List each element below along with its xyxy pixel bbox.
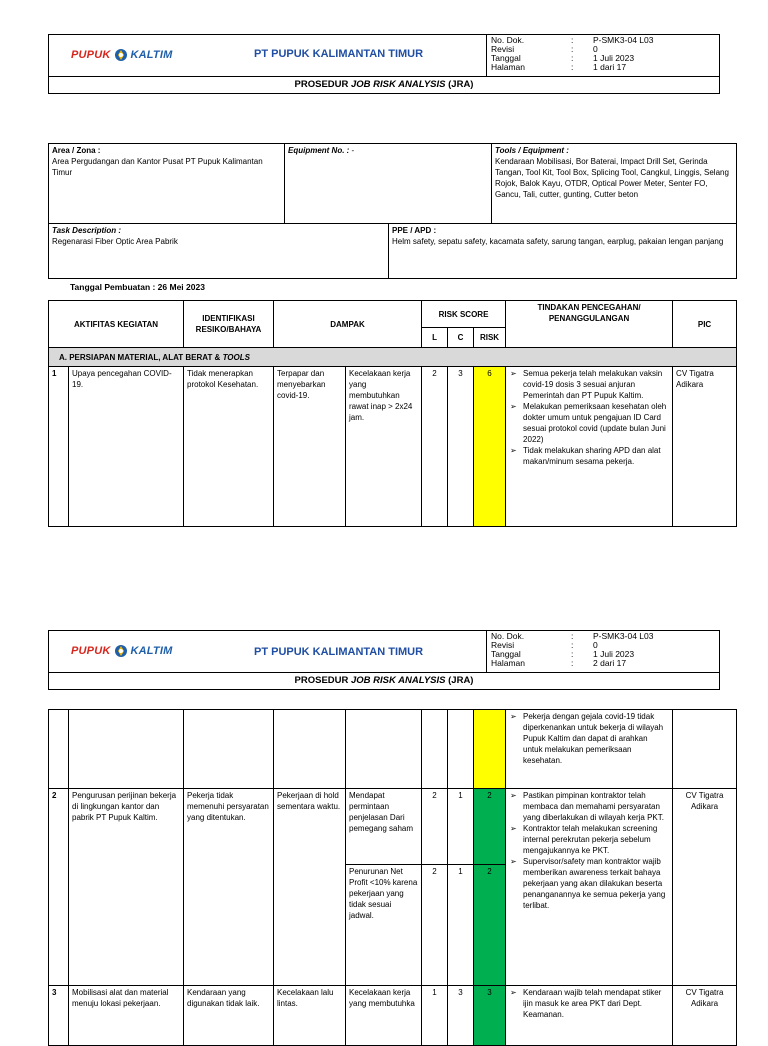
action-list: ➢ Kendaraan wajib telah mendapat stiker ijin masuk ke area PKT dari Dept. Keamanan. <box>506 986 673 1046</box>
header-impact: DAMPAK <box>274 301 422 348</box>
company-logo: PUPUK KALTIM <box>71 645 173 657</box>
header-c: C <box>448 328 474 348</box>
risk-level-cell: 2 <box>474 865 506 986</box>
risk-level-cell: 3 <box>474 986 506 1046</box>
table-row: 2 Pengurusan perijinan bekerja di lingkungan kantor dan pabrik PT Pupuk Kaltim. Pekerja tidak memenuhi persyaratan yang ditentukan. Pekerjaan di hold sementara waktu. Mendapat permintaan penjelasan Dari pemegang saham 2 1 2 ➢ Pastikan pimpinan kontraktor telah membaca dan memahami persyaratan yang diberlakukan di wilayah kerja PKT. ➢ Kontraktor telah melakukan screening internal perekrutan pekerja sebelum mengajukannya ke PKT. ➢ Supervisor/safety man kontraktor wajib memberikan awareness terkait bahaya pekerjaan yang akan dilakukan beserta penanganannya ke semua pekerja yang terlibat. CV Tigatra Adikara <box>49 789 737 865</box>
risk-table-page-2: ➢ Pekerja dengan gejala covid-19 tidak diperkenankan untuk bekerja di wilayah Pupuk Kaltim dan dapat di arahkan untuk melakukan pemeriksaan kesehatan. 2 Pengurusan perijinan bekerja di lingkungan kantor dan pabrik PT Pupuk Kaltim. Pekerja tidak memenuhi persyaratan yang ditentukan. Pekerjaan di hold sementara waktu. Mendapat permintaan penjelasan Dari pemegang saham 2 1 2 ➢ Pastikan pimpinan kontraktor telah membaca dan memahami persyaratan yang diberlakukan di wilayah kerja PKT. ➢ Kontraktor telah melakukan screening internal perekrutan pekerja sebelum mengajukannya ke PKT. ➢ Supervisor/safety man kontraktor wajib memberikan awareness terkait bahaya pekerjaan yang akan dilakukan beserta penanganannya ke semua pekerja yang terlibat. CV Tigatra Adikara Penurunan Net Profit <10% karena pekerjaan yang tidak sesuai jadwal. 2 1 2 3 Mobilisasi alat dan material menuju lokasi pekerjaan. Kendaraan yang digunakan tidak laik. Kecelakaan lalu lintas. Kecelakaan kerja yang membutuhka 1 3 3 ➢ Kendaraan wajib telah mendapat stiker ijin masuk ke area PKT dari Dept. Keamanan. CV Tigatra Adikara <box>48 709 737 1046</box>
company-name: PT PUPUK KALIMANTAN TIMUR <box>254 48 424 60</box>
header-risk-score: RISK SCORE <box>422 301 506 328</box>
action-list: ➢ Semua pekerja telah melakukan vaksin covid-19 dosis 3 sesuai anjuran Pemerintah dan PT Pupuk Kaltim. ➢ Melakukan pemeriksaan kesehatan oleh dokter umum untuk pengajuan ID Card sesuai protokol covid (update bulan Juni 2022) ➢ Tidak melakukan sharing APD dan alat makan/minum sesama pekerja. <box>506 367 673 527</box>
creation-date: Tanggal Pembuatan : 26 Mei 2023 <box>70 282 205 292</box>
document-title: PROSEDUR JOB RISK ANALYSIS (JRA) <box>48 673 720 690</box>
header-hazard: IDENTIFIKASI RESIKO/BAHAYA <box>184 301 274 348</box>
table-row <box>49 710 737 789</box>
risk-level-cell: 2 <box>474 789 506 865</box>
logo-icon <box>114 644 128 658</box>
area-cell: Area / Zona : Area Pergudangan dan Kantor Pusat PT Pupuk Kalimantan Timur <box>49 144 285 224</box>
logo-icon <box>114 48 128 62</box>
document-info: No. Dok. : P-SMK3-04 L03 Revisi : 0 Tanggal : 1 Juli 2023 Halaman : 2 dari 17 <box>486 631 720 672</box>
ppe-cell: PPE / APD : Helm safety, sepatu safety, kacamata safety, sarung tangan, earplug, pakaian lengan panjang <box>389 224 737 279</box>
tools-cell: Tools / Equipment : Kendaraan Mobilisasi, Bor Baterai, Impact Drill Set, Gerinda Tangan, Tool Kit, Tool Box, Splicing Tool, Cangkul, Linggis, Selang Rojok, Balok Kayu, OTDR, Optical Power Meter, Senter FO, Gancu, Tali, cutter, gunting, Cutter beton <box>492 144 737 224</box>
page-header-2 <box>48 630 720 690</box>
header-pic: PIC <box>673 301 737 348</box>
document-title: PROSEDUR JOB RISK ANALYSIS (JRA) <box>48 77 720 94</box>
table-row: 1 Upaya pencegahan COVID-19. Tidak menerapkan protokol Kesehatan. Terpapar dan menyebarkan covid-19. Kecelakaan kerja yang membutuhkan rawat inap > 2x24 jam. 2 3 6 ➢ Semua pekerja telah melakukan vaksin covid-19 dosis 3 sesuai anjuran Pemerintah dan PT Pupuk Kaltim. ➢ Melakukan pemeriksaan kesehatan oleh dokter umum untuk pengajuan ID Card sesuai protokol covid (update bulan Juni 2022) ➢ Tidak melakukan sharing APD dan alat makan/minum sesama pekerja. CV Tigatra Adikara <box>49 367 737 527</box>
task-description-cell: Task Description : Regenarasi Fiber Optic Area Pabrik <box>49 224 389 279</box>
header-risk: RISK <box>474 328 506 348</box>
page-header-1 <box>48 34 720 94</box>
header-l: L <box>422 328 448 348</box>
header-action: TINDAKAN PENCEGAHAN/ PENANGGULANGAN <box>506 301 673 348</box>
section-a-heading: A. PERSIAPAN MATERIAL, ALAT BERAT & TOOLS <box>49 348 737 367</box>
document-info: No. Dok. : P-SMK3-04 L03 Revisi : 0 Tanggal : 1 Juli 2023 Halaman : 1 dari 17 <box>486 35 720 76</box>
table-row: 3 Mobilisasi alat dan material menuju lokasi pekerjaan. Kendaraan yang digunakan tidak laik. Kecelakaan lalu lintas. Kecelakaan kerja yang membutuhka 1 3 3 ➢ Kendaraan wajib telah mendapat stiker ijin masuk ke area PKT dari Dept. Keamanan. CV Tigatra Adikara <box>49 986 737 1046</box>
company-logo: PUPUK KALTIM <box>71 49 173 61</box>
risk-table-page-1 <box>48 300 737 527</box>
header-activity: AKTIFITAS KEGIATAN <box>49 301 184 348</box>
company-name: PT PUPUK KALIMANTAN TIMUR <box>254 646 424 658</box>
job-info-table <box>48 143 737 279</box>
action-list: ➢ Pastikan pimpinan kontraktor telah membaca dan memahami persyaratan yang diberlakukan di wilayah kerja PKT. ➢ Kontraktor telah melakukan screening internal perekrutan pekerja sebelum mengajukannya ke PKT. ➢ Supervisor/safety man kontraktor wajib memberikan awareness terkait bahaya pekerjaan yang akan dilakukan beserta penanganannya ke semua pekerja yang terlibat. <box>506 789 673 986</box>
equipment-cell: Equipment No. : - <box>285 144 492 224</box>
risk-level-cell <box>474 710 506 789</box>
risk-level-cell: 6 <box>474 367 506 527</box>
action-list: ➢ Pekerja dengan gejala covid-19 tidak diperkenankan untuk bekerja di wilayah Pupuk Kaltim dan dapat di arahkan untuk melakukan pemeriksaan kesehatan. <box>506 710 673 789</box>
